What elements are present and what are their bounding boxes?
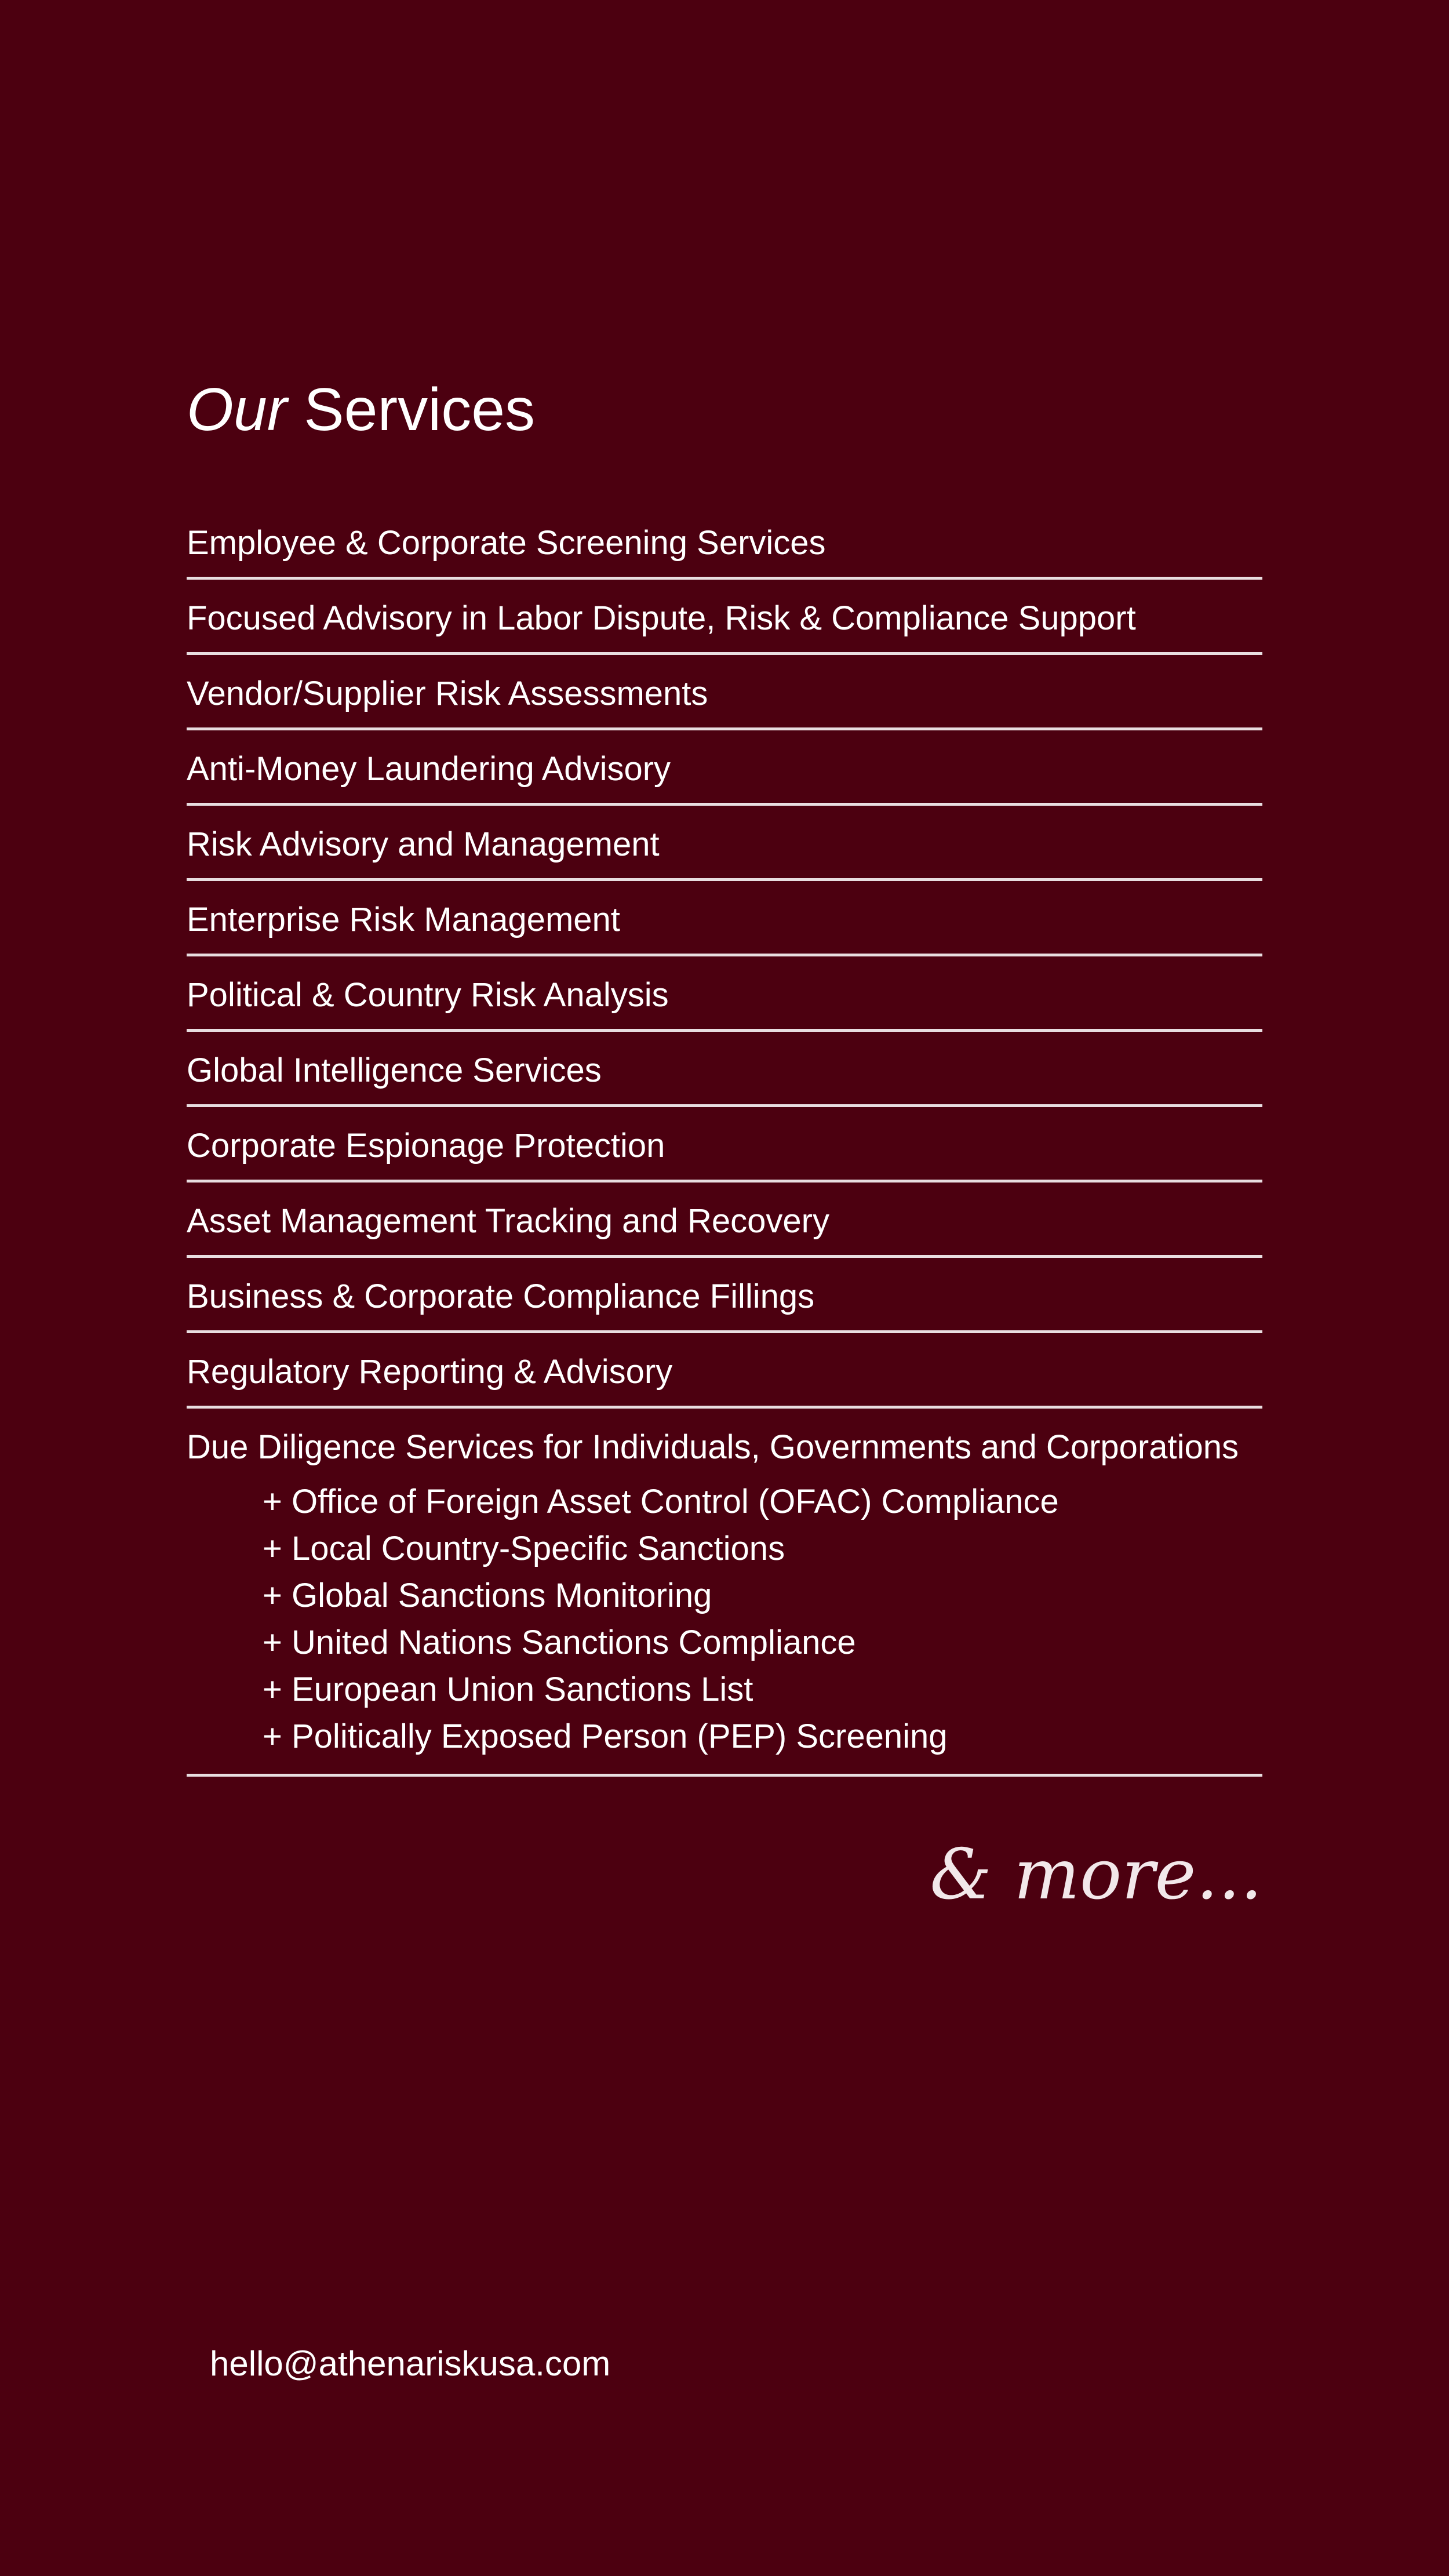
sublist-item: + European Union Sanctions List	[263, 1671, 753, 1708]
service-item: Focused Advisory in Labor Dispute, Risk & Compliance Support	[187, 580, 1262, 655]
sublist-item: + United Nations Sanctions Compliance	[263, 1624, 856, 1661]
service-item: Business & Corporate Compliance Fillings	[187, 1258, 1262, 1333]
service-item: Regulatory Reporting & Advisory	[187, 1333, 1262, 1409]
service-item: Risk Advisory and Management	[187, 806, 1262, 881]
sublist-item: + Politically Exposed Person (PEP) Screening	[263, 1718, 948, 1755]
sublist-item: + Global Sanctions Monitoring	[263, 1577, 712, 1614]
service-item-label: Due Diligence Services for Individuals, Governments and Corporations	[187, 1428, 1239, 1466]
service-item: Employee & Corporate Screening Services	[187, 504, 1262, 580]
page-title	[187, 376, 536, 443]
service-item: Asset Management Tracking and Recovery	[187, 1183, 1262, 1258]
service-item: Enterprise Risk Management	[187, 881, 1262, 956]
sanctions-sublist	[263, 1478, 1262, 1760]
service-item: Global Intelligence Services	[187, 1032, 1262, 1107]
title-rest: Services	[287, 376, 536, 443]
service-item: Vendor/Supplier Risk Assessments	[187, 655, 1262, 730]
more-text: & more...	[930, 1835, 1262, 1915]
sublist-item: + Office of Foreign Asset Control (OFAC) Compliance	[263, 1483, 1059, 1520]
contact-email-link[interactable]: hello@athenariskusa.com	[210, 2344, 611, 2383]
title-italic: Our	[187, 376, 287, 443]
services-list	[187, 504, 1262, 1777]
service-item: Corporate Espionage Protection	[187, 1107, 1262, 1183]
service-item: Political & Country Risk Analysis	[187, 956, 1262, 1032]
sublist-item: + Local Country-Specific Sanctions	[263, 1530, 785, 1567]
service-item: Anti-Money Laundering Advisory	[187, 730, 1262, 806]
service-item-due-diligence	[187, 1409, 1262, 1777]
